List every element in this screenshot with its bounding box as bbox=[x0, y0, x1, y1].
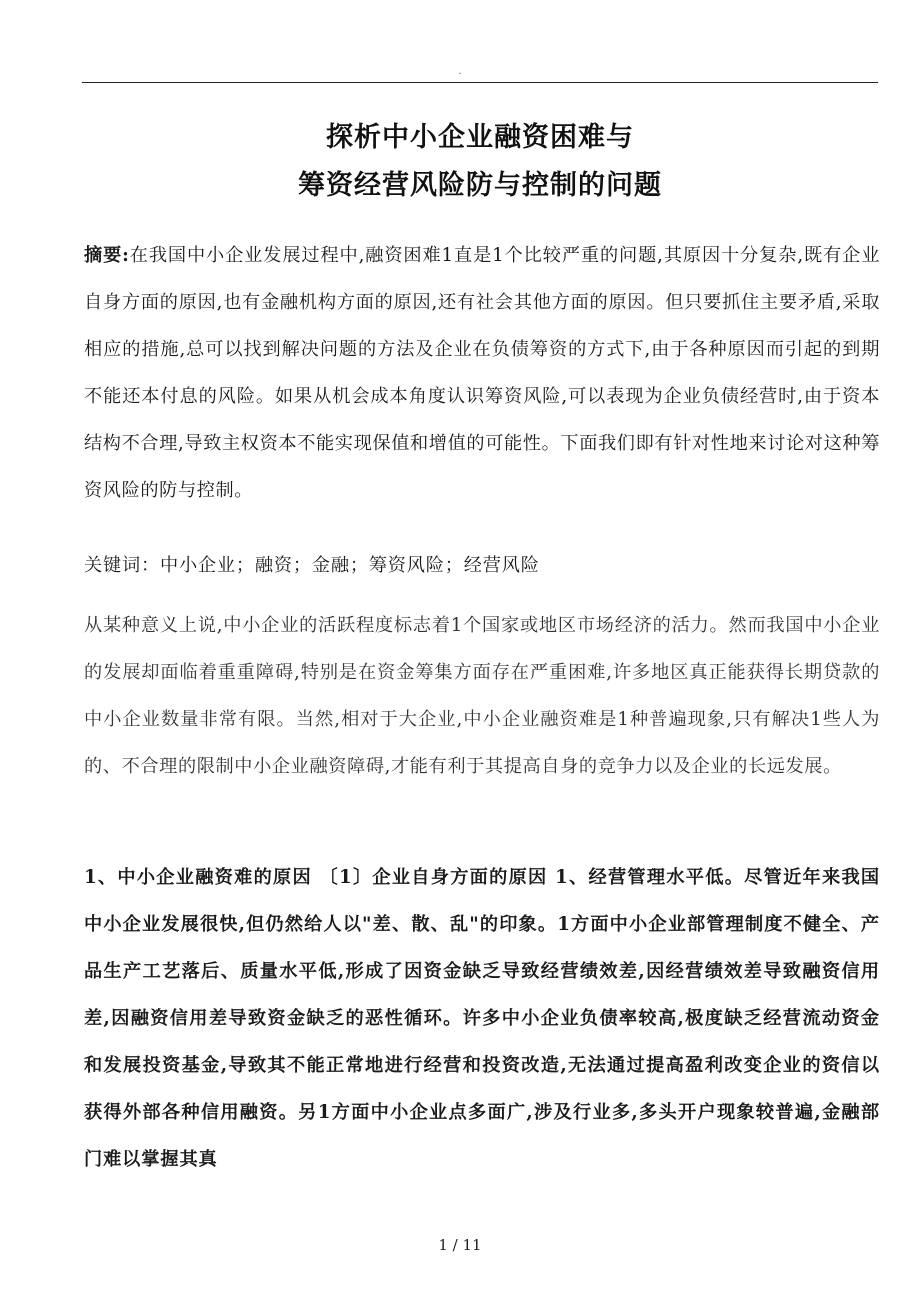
page-number: 1 / 11 bbox=[438, 1236, 482, 1254]
title-line-2: 筹资经营风险防与控制的问题 bbox=[298, 170, 662, 201]
section-1-paragraph: 1、中小企业融资难的原因 〔1〕企业自身方面的原因 1、经营管理水平低。尽管近年来我国中小企业发展很快,但仍然给人以"差、散、乱"的印象。1方面中小企业部管理制度不健全、产品生产工艺落后、质量水平低,形成了因资金缺乏导致经营绩效差,因经营绩效差导致融资信用差,因融资信用差导致资金缺乏的恶性循环。许多中小企业负债率较高,极度缺乏经营流动资金和发展投资基金,导致其不能正常地进行经营和投资改造,无法通过提高盈利改变企业的资信以获得外部各种信用融资。另1方面中小企业点多面广,涉及行业多,多头开户现象较普遍,金融部门难以掌握其真 bbox=[84, 867, 880, 1170]
document-title bbox=[82, 114, 878, 210]
abstract-label: 摘要: bbox=[84, 245, 130, 266]
abstract-paragraph bbox=[84, 232, 880, 514]
header-rule bbox=[82, 82, 878, 83]
abstract-text: 在我国中小企业发展过程中,融资困难1直是1个比较严重的问题,其原因十分复杂,既有企业自身方面的原因,也有金融机构方面的原因,还有社会其他方面的原因。但只要抓住主要矛盾,采取相应的措施,总可以找到解决问题的方法及企业在负债筹资的方式下,由于各种原因而引起的到期不能还本付息的风险。如果从机会成本角度认识筹资风险,可以表现为企业负债经营时,由于资本结构不合理,导致主权资本不能实现保值和增值的可能性。下面我们即有针对性地来讨论对这种筹资风险的防与控制。 bbox=[84, 245, 881, 501]
title-line-1: 探析中小企业融资困难与 bbox=[326, 122, 634, 153]
header-mark: . bbox=[458, 66, 462, 77]
intro-paragraph: 从某种意义上说,中小企业的活跃程度标志着1个国家或地区市场经济的活力。然而我国中小企业的发展却面临着重重障碍,特别是在资金筹集方面存在严重困难,许多地区真正能获得长期贷款的中小企业数量非常有限。当然,相对于大企业,中小企业融资难是1种普遍现象,只有解决1些人为的、不合理的限制中小企业融资障碍,才能有利于其提高自身的竞争力以及企业的长远发展。 bbox=[84, 615, 880, 777]
keywords-line: 关键词：中小企业；融资；金融；筹资风险；经营风险 bbox=[84, 555, 540, 576]
